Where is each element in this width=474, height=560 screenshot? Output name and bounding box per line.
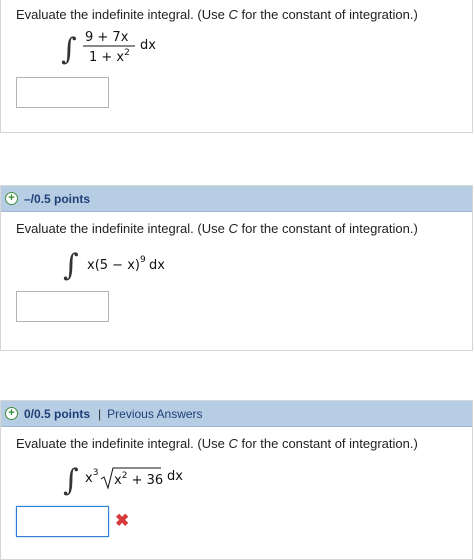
- radicand: $x^2 + 36$: [114, 471, 164, 488]
- points-label: 0/0.5 points: [24, 406, 91, 421]
- question-card-3: [0, 400, 473, 560]
- question-prompt: Evaluate the indefinite integral. (Use C for the constant of integration.): [16, 7, 418, 22]
- integral-sign: ∫: [63, 248, 79, 283]
- plus-circle-icon[interactable]: +: [5, 407, 18, 420]
- points-label: –/0.5 points: [24, 191, 91, 206]
- question-prompt: Evaluate the indefinite integral. (Use C for the constant of integration.): [16, 221, 418, 236]
- question-card-1: [0, 0, 473, 133]
- red-x-icon: ✖: [115, 511, 130, 530]
- plus-circle-icon[interactable]: +: [5, 192, 18, 205]
- header-separator: |: [98, 406, 102, 421]
- integrand-prefix: $x^3$: [85, 468, 99, 486]
- differential: dx: [167, 469, 183, 484]
- integral-expression: [63, 243, 203, 287]
- integral-sign: ∫: [63, 463, 79, 498]
- answer-input-2[interactable]: [16, 291, 109, 322]
- integral-expression: [61, 25, 181, 75]
- question-card-2: [0, 185, 473, 351]
- integrand-numerator: 9 + 7x: [85, 30, 129, 45]
- integral-sign: ∫: [61, 32, 77, 67]
- previous-answers-link[interactable]: Previous Answers: [107, 406, 203, 421]
- integrand-denominator: $1 + x^2$: [89, 48, 130, 65]
- question-header: [1, 401, 472, 427]
- differential: dx: [140, 38, 156, 53]
- answer-input-1[interactable]: [16, 77, 109, 108]
- question-prompt: Evaluate the indefinite integral. (Use C for the constant of integration.): [16, 436, 418, 451]
- differential: dx: [149, 258, 165, 273]
- integrand: $x(5 - x)^9$: [87, 255, 146, 273]
- question-header: [1, 186, 472, 212]
- integral-expression: [63, 458, 233, 502]
- answer-input-3[interactable]: [16, 506, 109, 537]
